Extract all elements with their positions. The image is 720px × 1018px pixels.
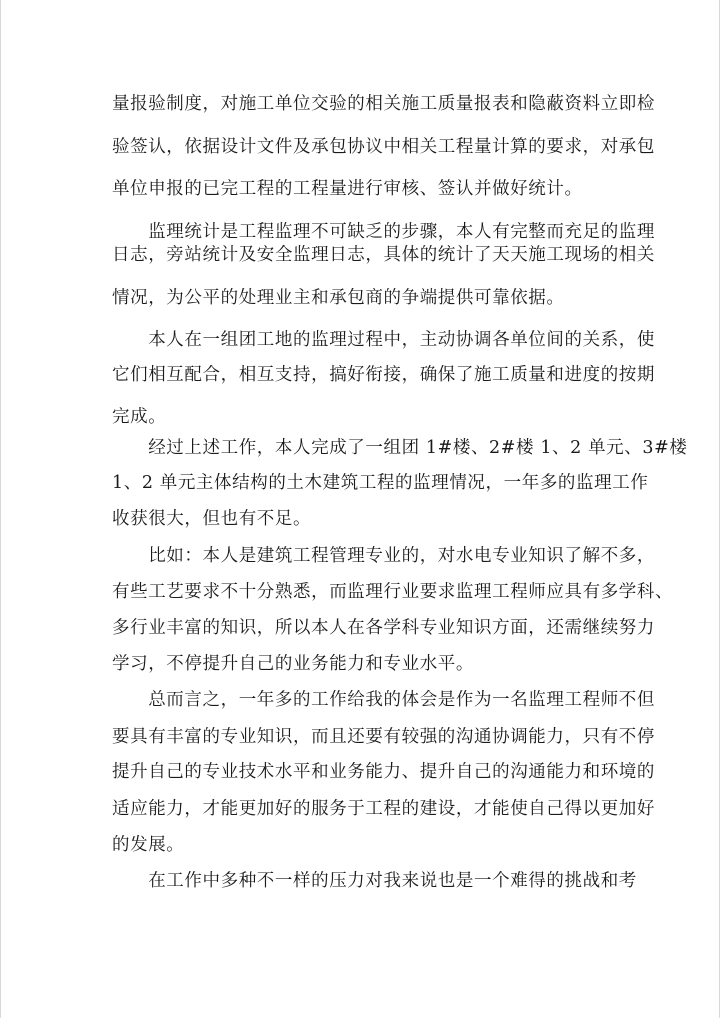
text-line: 完成。	[112, 407, 167, 427]
text-line: 1、2 单元主体结构的土木建筑工程的监理情况，一年多的监理工作	[112, 473, 649, 493]
text-line: 它们相互配合，相互支持，搞好衔接，确保了施工质量和进度的按期	[112, 365, 655, 385]
text-line: 多行业丰富的知识，所以本人在各学科专业知识方面，还需继续努力	[112, 618, 655, 638]
text-line: 单位申报的已完工程的工程量进行审核、签认并做好统计。	[112, 179, 583, 199]
text-line: 比如：本人是建筑工程管理专业的，对水电专业知识了解不多，	[112, 546, 655, 566]
text-line: 日志，旁站统计及安全监理日志，具体的统计了天天施工现场的相关	[112, 245, 655, 265]
text-line: 有些工艺要求不十分熟悉，而监理行业要求监理工程师应具有多学科、	[112, 582, 674, 602]
text-line: 经过上述工作，本人完成了一组团 1#楼、2#楼 1、2 单元、3#楼	[112, 438, 688, 458]
text-line: 适应能力，才能更加好的服务于工程的建设，才能使自己得以更加好	[112, 799, 655, 819]
text-line: 总而言之，一年多的工作给我的体会是作为一名监理工程师不但	[112, 690, 655, 710]
text-line: 提升自己的专业技术水平和业务能力、提升自己的沟通能力和环境的	[112, 762, 655, 782]
text-line: 量报验制度，对施工单位交验的相关施工质量报表和隐蔽资料立即检	[112, 94, 655, 114]
text-line: 在工作中多种不一样的压力对我来说也是一个难得的挑战和考	[112, 871, 637, 891]
text-line: 验签认，依据设计文件及承包协议中相关工程量计算的要求，对承包	[112, 137, 655, 157]
text-line: 要具有丰富的专业知识，而且还要有较强的沟通协调能力，只有不停	[112, 727, 655, 747]
text-line: 本人在一组团工地的监理过程中，主动协调各单位间的关系，使	[112, 330, 655, 350]
text-line: 监理统计是工程监理不可缺乏的步骤，本人有完整而充足的监理	[112, 222, 655, 242]
text-line: 学习，不停提升自己的业务能力和专业水平。	[112, 654, 474, 674]
text-line: 情况，为公平的处理业主和承包商的争端提供可靠依据。	[112, 288, 565, 308]
text-line: 的发展。	[112, 835, 185, 855]
text-line: 收获很大，但也有不足。	[112, 509, 312, 529]
